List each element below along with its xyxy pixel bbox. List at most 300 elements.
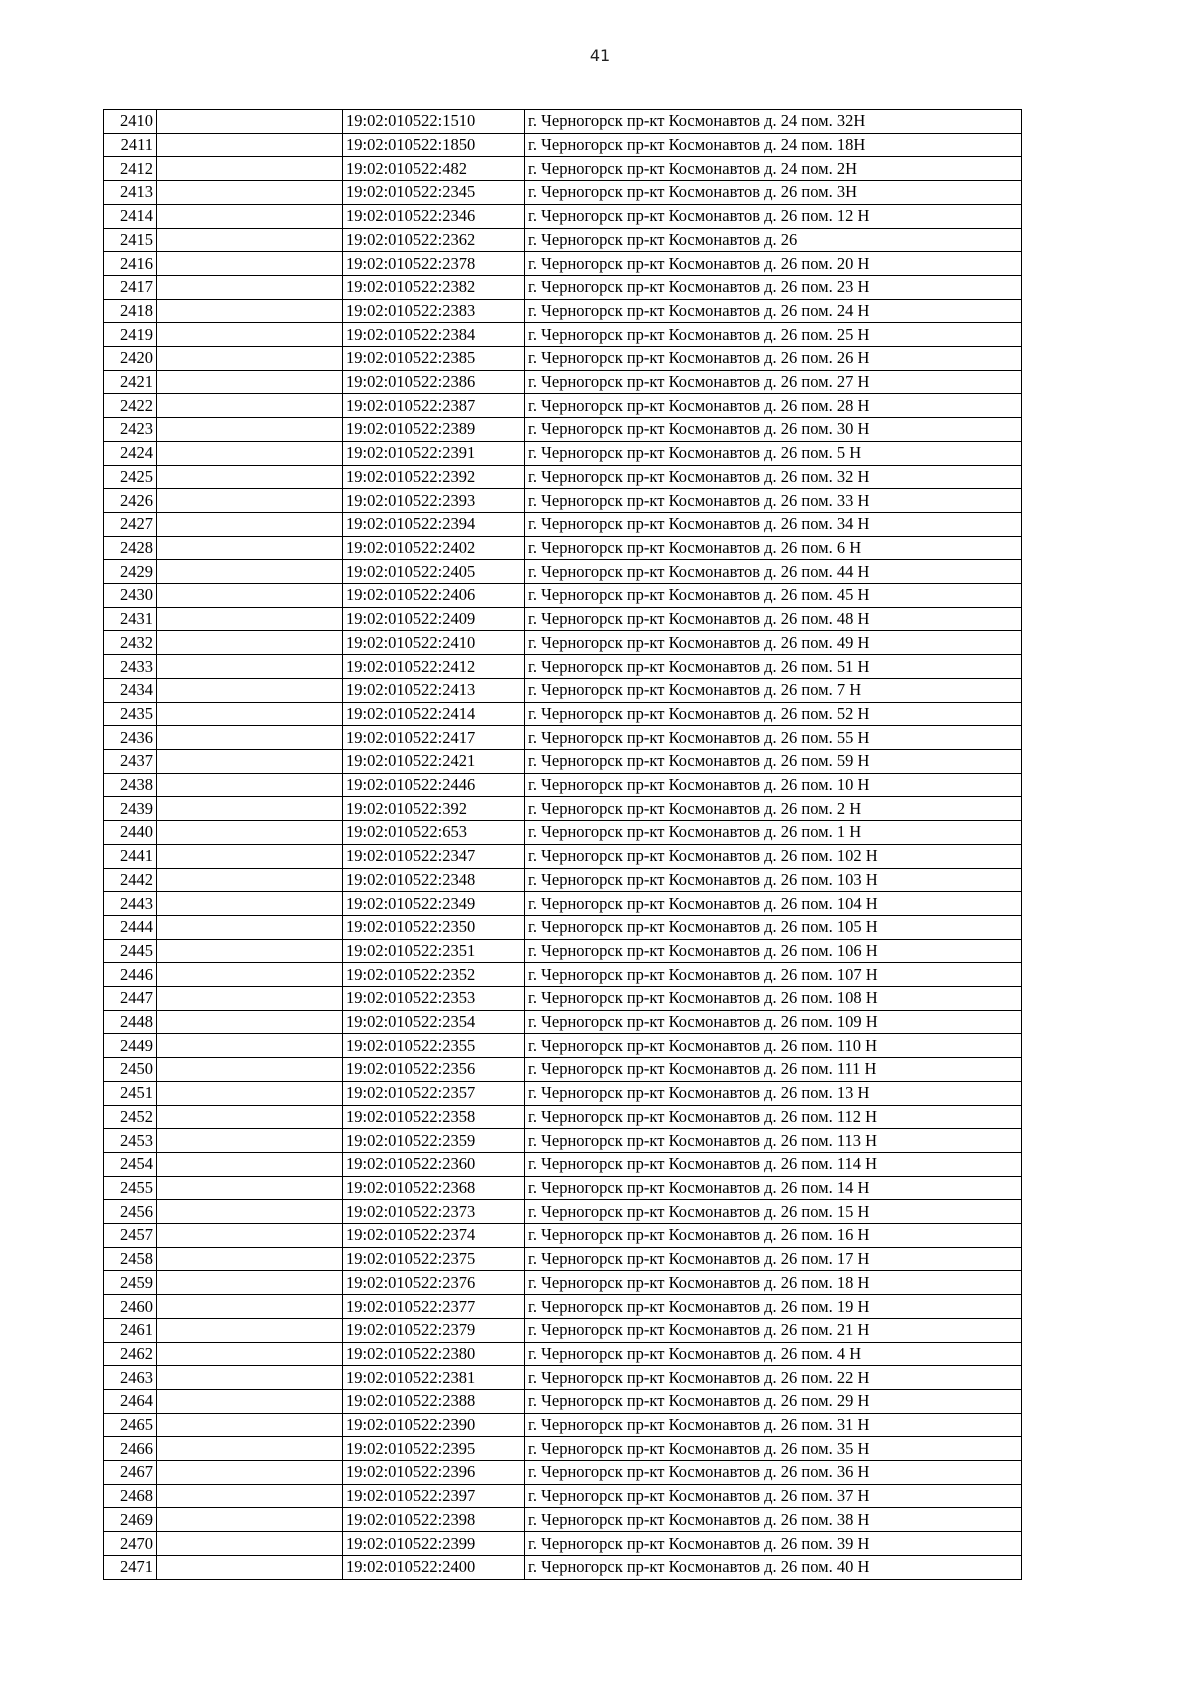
cadastral-number-cell: 19:02:010522:2385	[343, 347, 525, 371]
address-cell: г. Черногорск пр-кт Космонавтов д. 26 пом. 19 Н	[525, 1295, 1022, 1319]
cadastral-number-cell: 19:02:010522:2446	[343, 773, 525, 797]
address-cell: г. Черногорск пр-кт Космонавтов д. 26 пом. 33 Н	[525, 489, 1022, 513]
table-row	[104, 773, 1022, 797]
empty-cell	[157, 868, 343, 892]
row-number-cell: 2435	[104, 702, 157, 726]
empty-cell	[157, 489, 343, 513]
row-number-cell: 2415	[104, 228, 157, 252]
cadastral-number-cell: 19:02:010522:2358	[343, 1105, 525, 1129]
address-cell: г. Черногорск пр-кт Космонавтов д. 26 пом. 4 Н	[525, 1342, 1022, 1366]
cadastral-number-cell: 19:02:010522:2395	[343, 1437, 525, 1461]
cadastral-number-cell: 19:02:010522:2382	[343, 275, 525, 299]
table-row	[104, 939, 1022, 963]
address-cell: г. Черногорск пр-кт Космонавтов д. 26 пом. 15 Н	[525, 1200, 1022, 1224]
table-row	[104, 1555, 1022, 1579]
cadastral-number-cell: 19:02:010522:2399	[343, 1532, 525, 1556]
empty-cell	[157, 844, 343, 868]
empty-cell	[157, 1105, 343, 1129]
row-number-cell: 2439	[104, 797, 157, 821]
cadastral-number-cell: 19:02:010522:2394	[343, 512, 525, 536]
empty-cell	[157, 1081, 343, 1105]
empty-cell	[157, 726, 343, 750]
cadastral-number-cell: 19:02:010522:2402	[343, 536, 525, 560]
empty-cell	[157, 939, 343, 963]
row-number-cell: 2452	[104, 1105, 157, 1129]
address-cell: г. Черногорск пр-кт Космонавтов д. 26 пом. 25 Н	[525, 323, 1022, 347]
table-row	[104, 987, 1022, 1011]
cadastral-number-cell: 19:02:010522:2380	[343, 1342, 525, 1366]
empty-cell	[157, 1271, 343, 1295]
empty-cell	[157, 1058, 343, 1082]
table-row	[104, 1152, 1022, 1176]
row-number-cell: 2455	[104, 1176, 157, 1200]
address-cell: г. Черногорск пр-кт Космонавтов д. 26 пом. 32 Н	[525, 465, 1022, 489]
table-row	[104, 1437, 1022, 1461]
cadastral-number-cell: 19:02:010522:2391	[343, 441, 525, 465]
empty-cell	[157, 441, 343, 465]
address-cell: г. Черногорск пр-кт Космонавтов д. 26 пом. 1 Н	[525, 821, 1022, 845]
address-cell: г. Черногорск пр-кт Космонавтов д. 26 пом. 27 Н	[525, 370, 1022, 394]
row-number-cell: 2464	[104, 1389, 157, 1413]
row-number-cell: 2444	[104, 915, 157, 939]
empty-cell	[157, 655, 343, 679]
table-row	[104, 1034, 1022, 1058]
table-row	[104, 1389, 1022, 1413]
row-number-cell: 2422	[104, 394, 157, 418]
row-number-cell: 2416	[104, 252, 157, 276]
address-cell: г. Черногорск пр-кт Космонавтов д. 26 пом. 29 Н	[525, 1389, 1022, 1413]
empty-cell	[157, 987, 343, 1011]
address-cell: г. Черногорск пр-кт Космонавтов д. 26 пом. 104 Н	[525, 892, 1022, 916]
address-cell: г. Черногорск пр-кт Космонавтов д. 26 пом. 17 Н	[525, 1247, 1022, 1271]
cadastral-number-cell: 19:02:010522:2355	[343, 1034, 525, 1058]
address-cell: г. Черногорск пр-кт Космонавтов д. 26 пом. 44 Н	[525, 560, 1022, 584]
row-number-cell: 2463	[104, 1366, 157, 1390]
address-cell: г. Черногорск пр-кт Космонавтов д. 26 пом. 109 Н	[525, 1010, 1022, 1034]
cadastral-number-cell: 19:02:010522:2410	[343, 631, 525, 655]
address-cell: г. Черногорск пр-кт Космонавтов д. 26 пом. 103 Н	[525, 868, 1022, 892]
empty-cell	[157, 370, 343, 394]
table-row	[104, 536, 1022, 560]
row-number-cell: 2430	[104, 584, 157, 608]
cadastral-number-cell: 19:02:010522:2405	[343, 560, 525, 584]
row-number-cell: 2456	[104, 1200, 157, 1224]
address-cell: г. Черногорск пр-кт Космонавтов д. 26 пом. 22 Н	[525, 1366, 1022, 1390]
row-number-cell: 2438	[104, 773, 157, 797]
cadastral-number-cell: 19:02:010522:2409	[343, 607, 525, 631]
row-number-cell: 2450	[104, 1058, 157, 1082]
address-cell: г. Черногорск пр-кт Космонавтов д. 26 пом. 55 Н	[525, 726, 1022, 750]
row-number-cell: 2467	[104, 1461, 157, 1485]
table-row	[104, 631, 1022, 655]
empty-cell	[157, 512, 343, 536]
table-row	[104, 347, 1022, 371]
row-number-cell: 2468	[104, 1484, 157, 1508]
cadastral-number-cell: 19:02:010522:2388	[343, 1389, 525, 1413]
address-cell: г. Черногорск пр-кт Космонавтов д. 26 пом. 110 Н	[525, 1034, 1022, 1058]
cadastral-number-cell: 19:02:010522:2362	[343, 228, 525, 252]
row-number-cell: 2458	[104, 1247, 157, 1271]
address-cell: г. Черногорск пр-кт Космонавтов д. 26 пом. 20 Н	[525, 252, 1022, 276]
table-row	[104, 157, 1022, 181]
table-row	[104, 370, 1022, 394]
empty-cell	[157, 560, 343, 584]
table-row	[104, 1247, 1022, 1271]
cadastral-number-cell: 19:02:010522:2406	[343, 584, 525, 608]
row-number-cell: 2453	[104, 1129, 157, 1153]
address-cell: г. Черногорск пр-кт Космонавтов д. 26 пом. 23 Н	[525, 275, 1022, 299]
address-cell: г. Черногорск пр-кт Космонавтов д. 26 пом. 10 Н	[525, 773, 1022, 797]
table-row	[104, 1366, 1022, 1390]
address-cell: г. Черногорск пр-кт Космонавтов д. 26 пом. 6 Н	[525, 536, 1022, 560]
row-number-cell: 2447	[104, 987, 157, 1011]
cadastral-number-cell: 19:02:010522:2373	[343, 1200, 525, 1224]
cadastral-number-cell: 19:02:010522:2375	[343, 1247, 525, 1271]
page-number: 41	[589, 46, 611, 65]
empty-cell	[157, 1555, 343, 1579]
table-row	[104, 204, 1022, 228]
address-cell: г. Черногорск пр-кт Космонавтов д. 26 пом. 48 Н	[525, 607, 1022, 631]
table-row	[104, 228, 1022, 252]
empty-cell	[157, 963, 343, 987]
cadastral-number-cell: 19:02:010522:2379	[343, 1318, 525, 1342]
cadastral-number-cell: 19:02:010522:2351	[343, 939, 525, 963]
address-cell: г. Черногорск пр-кт Космонавтов д. 26 пом. 49 Н	[525, 631, 1022, 655]
table-row	[104, 275, 1022, 299]
empty-cell	[157, 1532, 343, 1556]
cadastral-number-cell: 19:02:010522:2357	[343, 1081, 525, 1105]
empty-cell	[157, 1413, 343, 1437]
empty-cell	[157, 133, 343, 157]
row-number-cell: 2440	[104, 821, 157, 845]
address-cell: г. Черногорск пр-кт Космонавтов д. 26 пом. 113 Н	[525, 1129, 1022, 1153]
address-cell: г. Черногорск пр-кт Космонавтов д. 26 пом. 59 Н	[525, 749, 1022, 773]
table-row	[104, 110, 1022, 134]
table-row	[104, 441, 1022, 465]
address-cell: г. Черногорск пр-кт Космонавтов д. 26 пом. 30 Н	[525, 418, 1022, 442]
table-row	[104, 133, 1022, 157]
table-row	[104, 1224, 1022, 1248]
cadastral-number-cell: 19:02:010522:2345	[343, 181, 525, 205]
row-number-cell: 2410	[104, 110, 157, 134]
empty-cell	[157, 1224, 343, 1248]
cadastral-number-cell: 19:02:010522:2346	[343, 204, 525, 228]
row-number-cell: 2418	[104, 299, 157, 323]
address-cell: г. Черногорск пр-кт Космонавтов д. 24 пом. 32Н	[525, 110, 1022, 134]
row-number-cell: 2417	[104, 275, 157, 299]
address-cell: г. Черногорск пр-кт Космонавтов д. 26	[525, 228, 1022, 252]
address-cell: г. Черногорск пр-кт Космонавтов д. 26 пом. 12 Н	[525, 204, 1022, 228]
empty-cell	[157, 465, 343, 489]
empty-cell	[157, 1342, 343, 1366]
table-row	[104, 1508, 1022, 1532]
registry-table	[103, 109, 1022, 1580]
row-number-cell: 2434	[104, 678, 157, 702]
empty-cell	[157, 773, 343, 797]
row-number-cell: 2424	[104, 441, 157, 465]
address-cell: г. Черногорск пр-кт Космонавтов д. 24 пом. 18Н	[525, 133, 1022, 157]
table-row	[104, 394, 1022, 418]
cadastral-number-cell: 19:02:010522:2396	[343, 1461, 525, 1485]
table-row	[104, 915, 1022, 939]
table-row	[104, 489, 1022, 513]
cadastral-number-cell: 19:02:010522:2389	[343, 418, 525, 442]
cadastral-number-cell: 19:02:010522:2368	[343, 1176, 525, 1200]
row-number-cell: 2462	[104, 1342, 157, 1366]
table-row	[104, 1295, 1022, 1319]
row-number-cell: 2446	[104, 963, 157, 987]
table-row	[104, 323, 1022, 347]
row-number-cell: 2425	[104, 465, 157, 489]
address-cell: г. Черногорск пр-кт Космонавтов д. 26 пом. 37 Н	[525, 1484, 1022, 1508]
cadastral-number-cell: 19:02:010522:2359	[343, 1129, 525, 1153]
empty-cell	[157, 181, 343, 205]
address-cell: г. Черногорск пр-кт Космонавтов д. 26 пом. 102 Н	[525, 844, 1022, 868]
empty-cell	[157, 204, 343, 228]
table-row	[104, 868, 1022, 892]
cadastral-number-cell: 19:02:010522:2397	[343, 1484, 525, 1508]
table-row	[104, 1176, 1022, 1200]
cadastral-number-cell: 19:02:010522:2381	[343, 1366, 525, 1390]
row-number-cell: 2420	[104, 347, 157, 371]
cadastral-number-cell: 19:02:010522:2386	[343, 370, 525, 394]
cadastral-number-cell: 19:02:010522:2414	[343, 702, 525, 726]
table-row	[104, 1271, 1022, 1295]
row-number-cell: 2451	[104, 1081, 157, 1105]
table-row	[104, 299, 1022, 323]
cadastral-number-cell: 19:02:010522:1510	[343, 110, 525, 134]
cadastral-number-cell: 19:02:010522:2350	[343, 915, 525, 939]
table-row	[104, 1318, 1022, 1342]
address-cell: г. Черногорск пр-кт Космонавтов д. 26 пом. 24 Н	[525, 299, 1022, 323]
table-row	[104, 844, 1022, 868]
empty-cell	[157, 110, 343, 134]
cadastral-number-cell: 19:02:010522:1850	[343, 133, 525, 157]
cadastral-number-cell: 19:02:010522:2377	[343, 1295, 525, 1319]
address-cell: г. Черногорск пр-кт Космонавтов д. 26 пом. 18 Н	[525, 1271, 1022, 1295]
cadastral-number-cell: 19:02:010522:2356	[343, 1058, 525, 1082]
cadastral-number-cell: 19:02:010522:2378	[343, 252, 525, 276]
table-row	[104, 560, 1022, 584]
row-number-cell: 2443	[104, 892, 157, 916]
row-number-cell: 2457	[104, 1224, 157, 1248]
row-number-cell: 2433	[104, 655, 157, 679]
table-row	[104, 1461, 1022, 1485]
row-number-cell: 2449	[104, 1034, 157, 1058]
table-row	[104, 1010, 1022, 1034]
table-row	[104, 749, 1022, 773]
row-number-cell: 2461	[104, 1318, 157, 1342]
row-number-cell: 2469	[104, 1508, 157, 1532]
row-number-cell: 2442	[104, 868, 157, 892]
address-cell: г. Черногорск пр-кт Космонавтов д. 26 пом. 111 Н	[525, 1058, 1022, 1082]
table-row	[104, 465, 1022, 489]
cadastral-number-cell: 19:02:010522:2421	[343, 749, 525, 773]
address-cell: г. Черногорск пр-кт Космонавтов д. 26 пом. 106 Н	[525, 939, 1022, 963]
address-cell: г. Черногорск пр-кт Космонавтов д. 24 пом. 2Н	[525, 157, 1022, 181]
empty-cell	[157, 702, 343, 726]
cadastral-number-cell: 19:02:010522:392	[343, 797, 525, 821]
table-row	[104, 726, 1022, 750]
empty-cell	[157, 1508, 343, 1532]
table-row	[104, 1129, 1022, 1153]
address-cell: г. Черногорск пр-кт Космонавтов д. 26 пом. 39 Н	[525, 1532, 1022, 1556]
table-row	[104, 821, 1022, 845]
empty-cell	[157, 1129, 343, 1153]
empty-cell	[157, 1295, 343, 1319]
empty-cell	[157, 536, 343, 560]
row-number-cell: 2413	[104, 181, 157, 205]
address-cell: г. Черногорск пр-кт Космонавтов д. 26 пом. 21 Н	[525, 1318, 1022, 1342]
address-cell: г. Черногорск пр-кт Космонавтов д. 26 пом. 3Н	[525, 181, 1022, 205]
empty-cell	[157, 1366, 343, 1390]
address-cell: г. Черногорск пр-кт Космонавтов д. 26 пом. 28 Н	[525, 394, 1022, 418]
cadastral-number-cell: 19:02:010522:2348	[343, 868, 525, 892]
cadastral-number-cell: 19:02:010522:2352	[343, 963, 525, 987]
cadastral-number-cell: 19:02:010522:2374	[343, 1224, 525, 1248]
cadastral-number-cell: 19:02:010522:2349	[343, 892, 525, 916]
cadastral-number-cell: 19:02:010522:2417	[343, 726, 525, 750]
row-number-cell: 2419	[104, 323, 157, 347]
cadastral-number-cell: 19:02:010522:2387	[343, 394, 525, 418]
empty-cell	[157, 678, 343, 702]
address-cell: г. Черногорск пр-кт Космонавтов д. 26 пом. 7 Н	[525, 678, 1022, 702]
row-number-cell: 2436	[104, 726, 157, 750]
row-number-cell: 2427	[104, 512, 157, 536]
row-number-cell: 2411	[104, 133, 157, 157]
cadastral-number-cell: 19:02:010522:2400	[343, 1555, 525, 1579]
empty-cell	[157, 631, 343, 655]
table-row	[104, 892, 1022, 916]
row-number-cell: 2459	[104, 1271, 157, 1295]
empty-cell	[157, 157, 343, 181]
row-number-cell: 2432	[104, 631, 157, 655]
cadastral-number-cell: 19:02:010522:2393	[343, 489, 525, 513]
address-cell: г. Черногорск пр-кт Космонавтов д. 26 пом. 14 Н	[525, 1176, 1022, 1200]
empty-cell	[157, 821, 343, 845]
row-number-cell: 2465	[104, 1413, 157, 1437]
cadastral-number-cell: 19:02:010522:2353	[343, 987, 525, 1011]
empty-cell	[157, 915, 343, 939]
empty-cell	[157, 323, 343, 347]
empty-cell	[157, 228, 343, 252]
address-cell: г. Черногорск пр-кт Космонавтов д. 26 пом. 114 Н	[525, 1152, 1022, 1176]
address-cell: г. Черногорск пр-кт Космонавтов д. 26 пом. 52 Н	[525, 702, 1022, 726]
empty-cell	[157, 1461, 343, 1485]
row-number-cell: 2445	[104, 939, 157, 963]
table-row	[104, 1081, 1022, 1105]
row-number-cell: 2471	[104, 1555, 157, 1579]
address-cell: г. Черногорск пр-кт Космонавтов д. 26 пом. 107 Н	[525, 963, 1022, 987]
cadastral-number-cell: 19:02:010522:653	[343, 821, 525, 845]
empty-cell	[157, 418, 343, 442]
cadastral-number-cell: 19:02:010522:2413	[343, 678, 525, 702]
empty-cell	[157, 797, 343, 821]
empty-cell	[157, 1389, 343, 1413]
table-row	[104, 584, 1022, 608]
row-number-cell: 2448	[104, 1010, 157, 1034]
empty-cell	[157, 275, 343, 299]
empty-cell	[157, 1152, 343, 1176]
table-row	[104, 418, 1022, 442]
cadastral-number-cell: 19:02:010522:2347	[343, 844, 525, 868]
row-number-cell: 2460	[104, 1295, 157, 1319]
empty-cell	[157, 892, 343, 916]
table-row	[104, 1342, 1022, 1366]
empty-cell	[157, 252, 343, 276]
table-row	[104, 1484, 1022, 1508]
cadastral-number-cell: 19:02:010522:2383	[343, 299, 525, 323]
table-row	[104, 1058, 1022, 1082]
address-cell: г. Черногорск пр-кт Космонавтов д. 26 пом. 38 Н	[525, 1508, 1022, 1532]
row-number-cell: 2441	[104, 844, 157, 868]
cadastral-number-cell: 19:02:010522:482	[343, 157, 525, 181]
table-row	[104, 1200, 1022, 1224]
empty-cell	[157, 1437, 343, 1461]
cadastral-number-cell: 19:02:010522:2384	[343, 323, 525, 347]
row-number-cell: 2429	[104, 560, 157, 584]
table-row	[104, 655, 1022, 679]
table-row	[104, 1532, 1022, 1556]
row-number-cell: 2437	[104, 749, 157, 773]
cadastral-number-cell: 19:02:010522:2376	[343, 1271, 525, 1295]
row-number-cell: 2454	[104, 1152, 157, 1176]
table-row	[104, 1105, 1022, 1129]
cadastral-number-cell: 19:02:010522:2392	[343, 465, 525, 489]
table-row	[104, 252, 1022, 276]
row-number-cell: 2466	[104, 1437, 157, 1461]
address-cell: г. Черногорск пр-кт Космонавтов д. 26 пом. 2 Н	[525, 797, 1022, 821]
empty-cell	[157, 394, 343, 418]
empty-cell	[157, 1200, 343, 1224]
empty-cell	[157, 1010, 343, 1034]
address-cell: г. Черногорск пр-кт Космонавтов д. 26 пом. 5 Н	[525, 441, 1022, 465]
row-number-cell: 2431	[104, 607, 157, 631]
address-cell: г. Черногорск пр-кт Космонавтов д. 26 пом. 112 Н	[525, 1105, 1022, 1129]
address-cell: г. Черногорск пр-кт Космонавтов д. 26 пом. 31 Н	[525, 1413, 1022, 1437]
empty-cell	[157, 299, 343, 323]
row-number-cell: 2423	[104, 418, 157, 442]
row-number-cell: 2426	[104, 489, 157, 513]
address-cell: г. Черногорск пр-кт Космонавтов д. 26 пом. 26 Н	[525, 347, 1022, 371]
address-cell: г. Черногорск пр-кт Космонавтов д. 26 пом. 16 Н	[525, 1224, 1022, 1248]
row-number-cell: 2428	[104, 536, 157, 560]
empty-cell	[157, 347, 343, 371]
table-row	[104, 607, 1022, 631]
address-cell: г. Черногорск пр-кт Космонавтов д. 26 пом. 34 Н	[525, 512, 1022, 536]
table-row	[104, 963, 1022, 987]
registry-table-body	[104, 110, 1022, 1580]
cadastral-number-cell: 19:02:010522:2354	[343, 1010, 525, 1034]
empty-cell	[157, 584, 343, 608]
address-cell: г. Черногорск пр-кт Космонавтов д. 26 пом. 105 Н	[525, 915, 1022, 939]
table-row	[104, 181, 1022, 205]
row-number-cell: 2412	[104, 157, 157, 181]
empty-cell	[157, 1484, 343, 1508]
empty-cell	[157, 1318, 343, 1342]
address-cell: г. Черногорск пр-кт Космонавтов д. 26 пом. 13 Н	[525, 1081, 1022, 1105]
table-row	[104, 512, 1022, 536]
row-number-cell: 2421	[104, 370, 157, 394]
empty-cell	[157, 1176, 343, 1200]
address-cell: г. Черногорск пр-кт Космонавтов д. 26 пом. 35 Н	[525, 1437, 1022, 1461]
row-number-cell: 2470	[104, 1532, 157, 1556]
table-row	[104, 1413, 1022, 1437]
cadastral-number-cell: 19:02:010522:2412	[343, 655, 525, 679]
address-cell: г. Черногорск пр-кт Космонавтов д. 26 пом. 51 Н	[525, 655, 1022, 679]
table-row	[104, 702, 1022, 726]
address-cell: г. Черногорск пр-кт Космонавтов д. 26 пом. 45 Н	[525, 584, 1022, 608]
